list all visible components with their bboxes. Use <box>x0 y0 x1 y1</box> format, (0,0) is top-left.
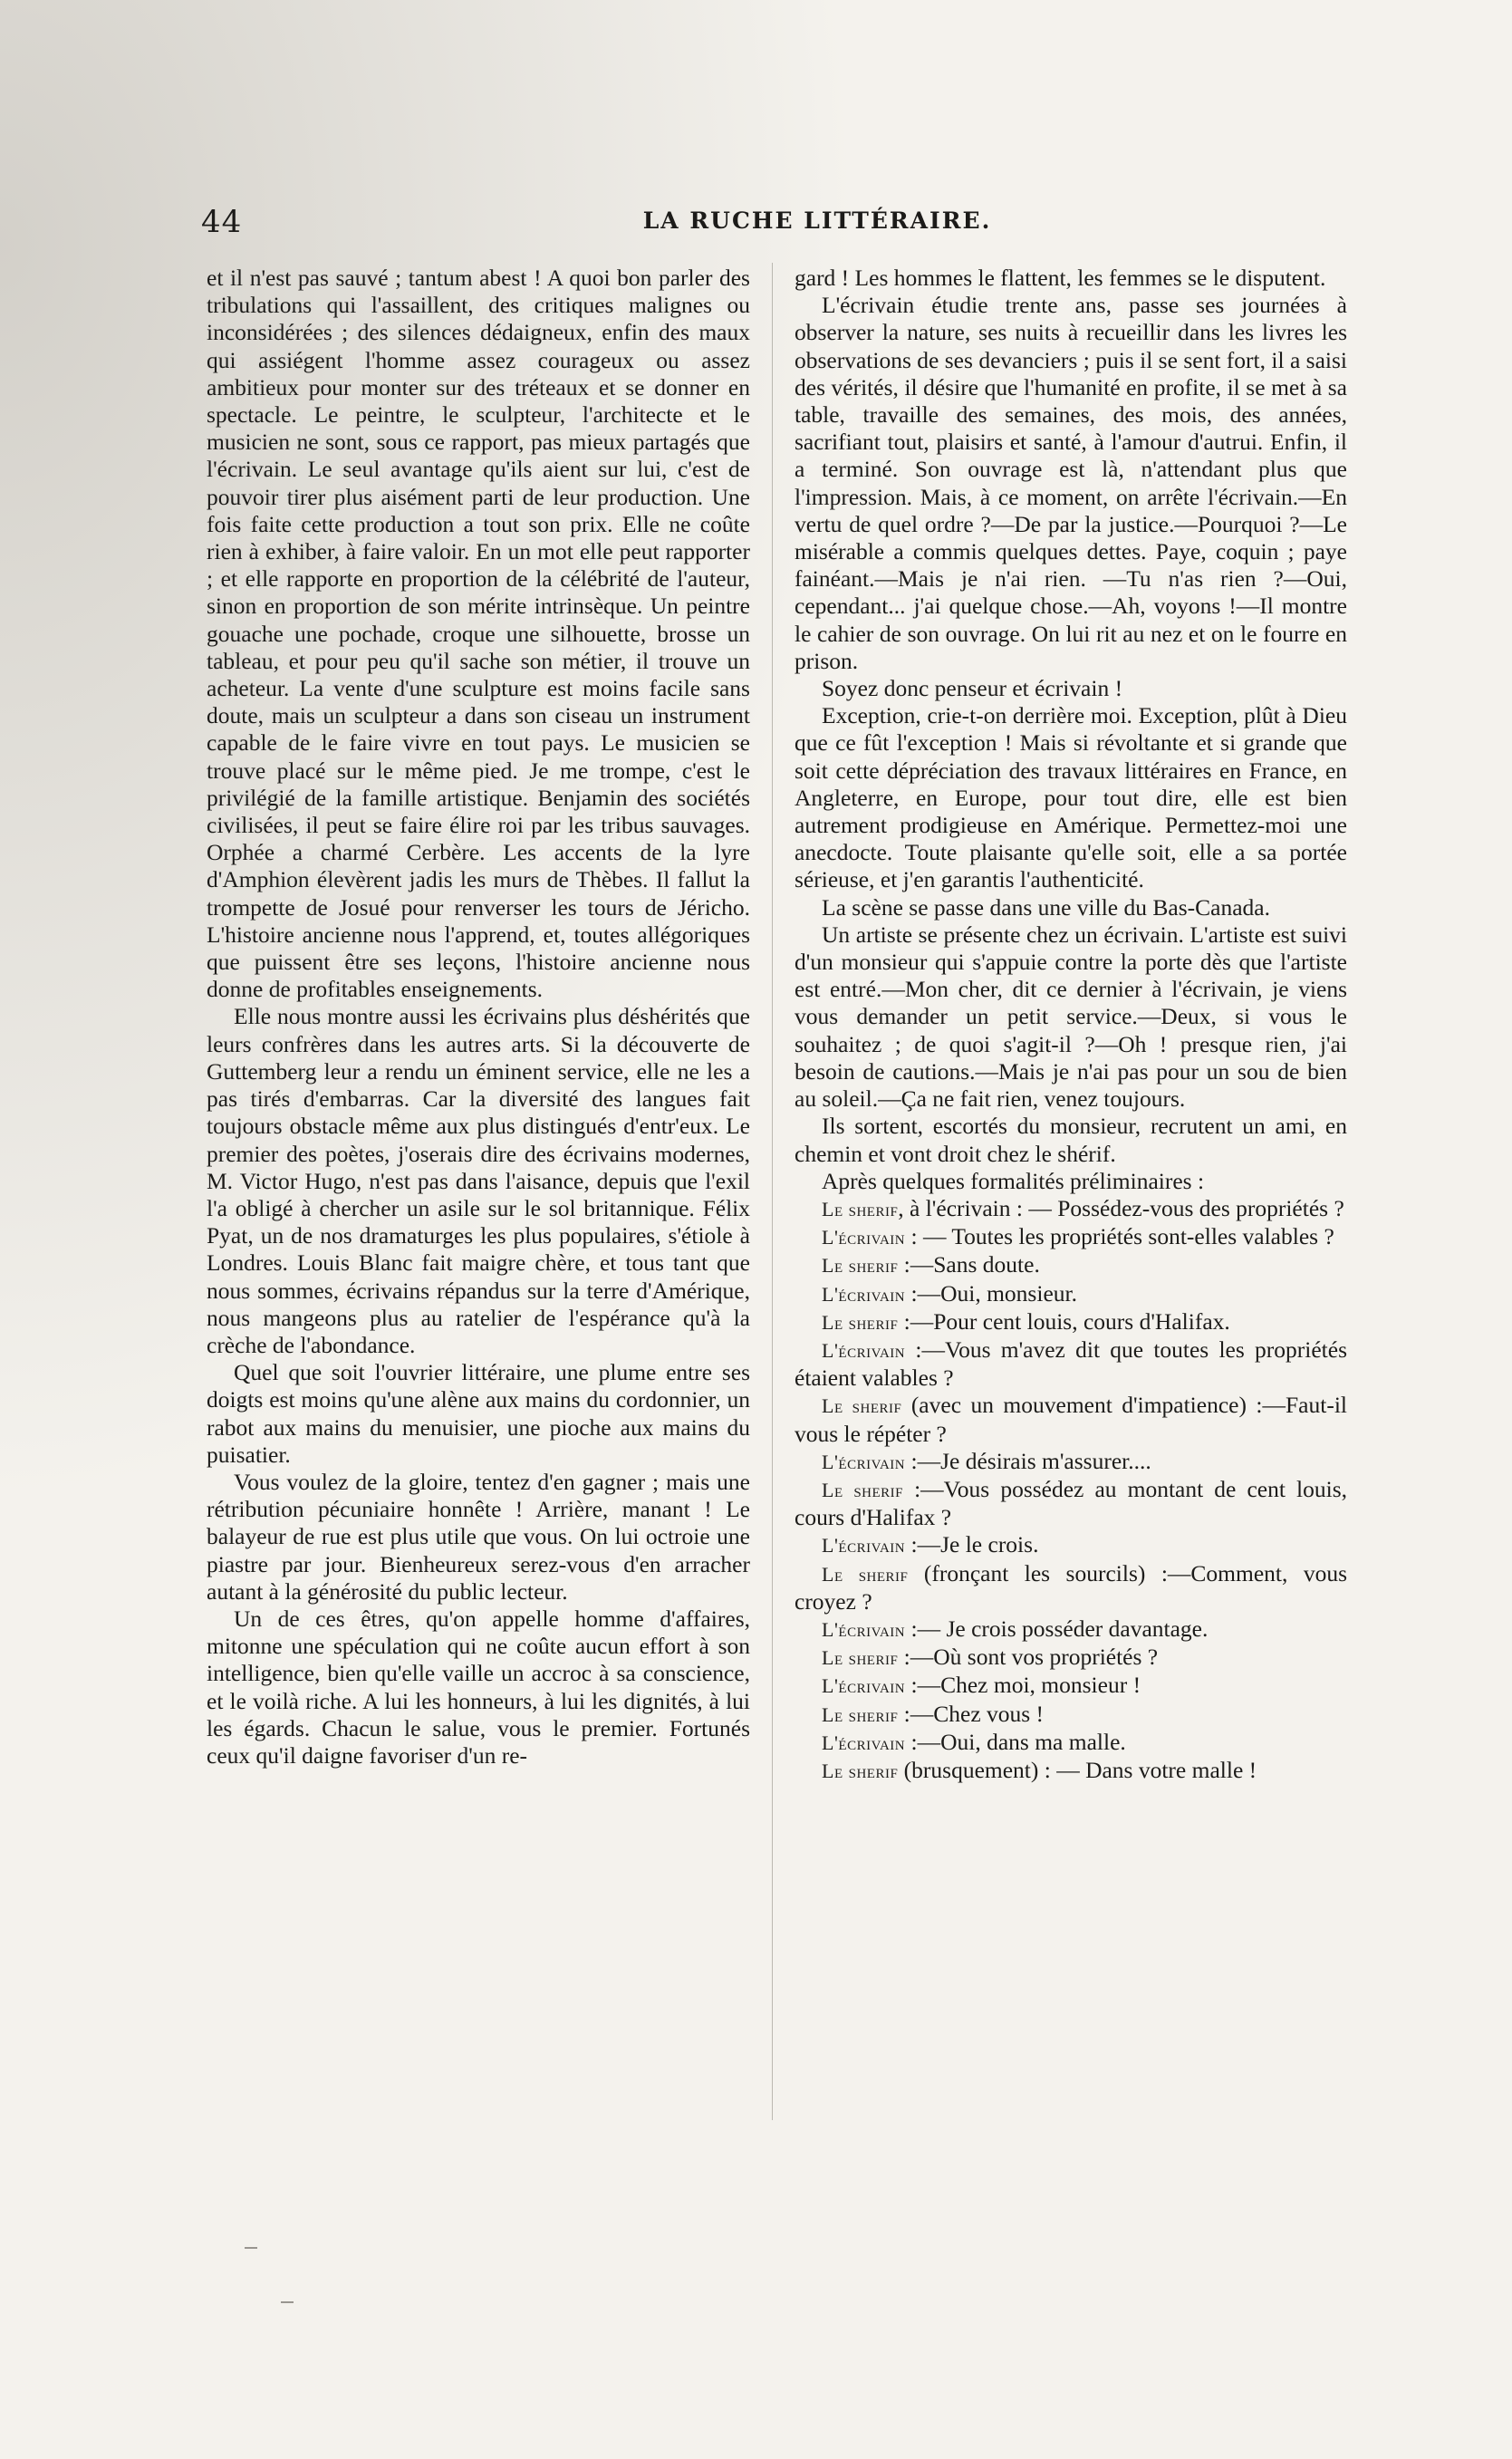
dialogue-line <box>795 1336 1347 1392</box>
speaker-name: L'écrivain <box>822 1617 906 1641</box>
dialogue-line <box>795 1280 1347 1308</box>
speaker-name: Le sherif <box>822 1646 899 1670</box>
right-text-column <box>795 265 1347 2131</box>
speech-text: :—Où sont vos propriétés ? <box>898 1644 1159 1671</box>
dialogue-line <box>795 1729 1347 1757</box>
paragraph: Un artiste se présente chez un écrivain. L'artiste est suivi d'un monsieur qui s'appuie contre la porte dès que l'artiste est entré.—Mon cher, dit ce dernier à l'écrivain, je viens vous demander un petit service.—Deux, si vous le souhaitez ; de quoi s'agit-il ?—Oh ! presque rien, j'ai besoin de cautions.—Mais je n'ai pas pour un sou de bien au soleil.—Ça ne fait rien, venez toujours. <box>795 921 1347 1113</box>
left-text-column <box>207 265 750 2131</box>
speech-text: :—Oui, monsieur. <box>905 1279 1077 1307</box>
dialogue-line <box>795 1195 1347 1223</box>
speech-text: :—Chez moi, monsieur ! <box>905 1672 1141 1699</box>
paragraph: Ils sortent, escortés du monsieur, recrutent un ami, en chemin et vont droit chez le shérif. <box>795 1113 1347 1167</box>
dialogue-line <box>795 1476 1347 1531</box>
speech-text: :— Je crois posséder davantage. <box>905 1615 1209 1642</box>
speech-text: :—Pour cent louis, cours d'Halifax. <box>898 1307 1230 1335</box>
dialogue-line <box>795 1757 1347 1785</box>
dialogue-line <box>795 1308 1347 1336</box>
paragraph: Après quelques formalités préliminaires : <box>822 1167 1205 1194</box>
dialogue-line <box>795 1251 1347 1279</box>
speech-text: : — Toutes les propriétés sont-elles valables ? <box>905 1223 1334 1250</box>
speaker-name: Le sherif <box>822 1759 899 1782</box>
speaker-name: L'écrivain <box>822 1534 906 1557</box>
speech-text: :—Je le crois. <box>905 1531 1039 1558</box>
speech-text: :—Je désirais m'assurer.... <box>905 1447 1151 1474</box>
dialogue-line <box>795 1672 1347 1700</box>
dialogue-line <box>795 1448 1347 1476</box>
paragraph: La scène se passe dans une ville du Bas-Canada. <box>822 893 1270 921</box>
page-header <box>201 204 1343 240</box>
speaker-name: L'écrivain <box>822 1731 906 1754</box>
dialogue-line <box>795 1701 1347 1729</box>
dialogue-line <box>795 1615 1347 1644</box>
speech-text: :—Chez vous ! <box>898 1700 1045 1727</box>
speech-text: :—Vous m'avez dit que toutes les propriétés étaient valables ? <box>795 1336 1347 1392</box>
paragraph: Soyez donc penseur et écrivain ! <box>822 675 1123 702</box>
speaker-name: L'écrivain <box>822 1282 906 1306</box>
paragraph: Vous voulez de la gloire, tentez d'en gagner ; mais une rétribution pécuniaire honnête ! Arrière, manant ! Le balayeur de rue est plus utile que vous. On lui octroie une piastre par jour. Bienheureux serez-vous d'en arracher autant à la générosité du public lecteur. <box>207 1468 750 1605</box>
speaker-name: Le sherif <box>822 1478 903 1501</box>
page-number: 44 <box>201 204 243 240</box>
speech-text: (brusquement) : — Dans votre malle ! <box>898 1756 1257 1783</box>
speaker-name: Le sherif <box>822 1310 899 1334</box>
paragraph: L'écrivain étudie trente ans, passe ses journées à observer la nature, ses nuits à recueillir dans les livres les observations de ses devanciers ; puis il se sent fort, il a saisi des vérités, il désire que l'humanité en profite, il se met à sa table, travaille des semaines, des mois, des années, sacrifiant tout, plaisirs et santé, à l'amour d'autrui. Enfin, il a terminé. Son ouvrage est là, n'attendant plus que l'impression. Mais, à ce moment, on arrête l'écrivain.—En vertu de quel ordre ?—De par la justice.—Pourquoi ?—Le misérable a commis quelques dettes. Paye, coquin ; paye fainéant.—Mais je n'ai rien. —Tu n'as rien ?—Oui, cependant... j'ai quelque chose.—Ah, voyons !—Il montre le cahier de son ouvrage. On lui rit au nez et on le fourre en prison. <box>795 292 1347 674</box>
speech-text: , à l'écrivain : — Possédez-vous des propriétés ? <box>898 1194 1344 1221</box>
speech-text: (fronçant les sourcils) :—Comment, vous croyez ? <box>795 1559 1347 1615</box>
speaker-name: L'écrivain <box>822 1450 906 1473</box>
running-title: LA RUCHE LITTÉRAIRE. <box>642 207 992 234</box>
speech-text: :—Oui, dans ma malle. <box>905 1728 1126 1755</box>
speech-text: :—Vous possédez au montant de cent louis, cours d'Halifax ? <box>795 1475 1347 1531</box>
speaker-name: Le sherif <box>822 1254 899 1278</box>
dialogue-line <box>795 1644 1347 1672</box>
speech-text: (avec un mouvement d'impatience) :—Faut-il vous le répéter ? <box>795 1392 1347 1447</box>
ink-mark <box>281 2301 294 2303</box>
speaker-name: L'écrivain <box>822 1338 906 1362</box>
speaker-name: Le sherif <box>822 1394 902 1418</box>
dialogue-line <box>795 1392 1347 1447</box>
paragraph: Quel que soit l'ouvrier littéraire, une plume entre ses doigts est moins qu'une alène aux mains du cordonnier, un rabot aux mains du menuisier, une pioche aux mains du puisatier. <box>207 1359 750 1468</box>
speaker-name: Le sherif <box>822 1702 899 1726</box>
speaker-name: L'écrivain <box>822 1674 906 1698</box>
paragraph: Elle nous montre aussi les écrivains plus déshérités que leurs confrères dans les autres arts. Si la découverte de Guttemberg leur a rendu un éminent service, elle ne les a pas tirés d'embarras. Car la diversité des langues fait toujours obstacle même aux plus distingués d'entr'eux. Le premier des poètes, j'oserais dire des écrivains modernes, M. Victor Hugo, n'est pas dans l'aisance, depuis que l'exil l'a obligé à chercher un asile sur le sol britannique. Félix Pyat, un de nos dramaturges les plus populaires, s'étiole à Londres. Louis Blanc fait maigre chère, et tous tant que nous sommes, écrivains répandus sur la terre d'Amérique, nous mangeons plus au ratelier de l'espérance qu'à la crèche de l'abondance. <box>207 1003 750 1358</box>
speaker-name: Le sherif <box>822 1562 909 1586</box>
speaker-name: L'écrivain <box>822 1226 906 1249</box>
paragraph-continuation: gard ! Les hommes le flattent, les femmes se le disputent. <box>795 265 1326 291</box>
dialogue-line <box>795 1223 1347 1251</box>
paragraph-continuation: et il n'est pas sauvé ; tantum abest ! A quoi bon parler des tribulations qui l'assaillent, des critiques malignes ou inconsidérées ; des silences dédaigneux, enfin des maux qui assiégent l'homme assez courageux ou assez ambitieux pour monter sur des tréteaux et se donner en spectacle. Le peintre, le sculpteur, l'architecte et le musicien ne sont, sous ce rapport, pas mieux partagés que l'écrivain. Le seul avantage qu'ils aient sur lui, c'est de pouvoir tirer plus aisément parti de leur production. Une fois faite cette production a tout son prix. Elle ne coûte rien à exhiber, à faire valoir. En un mot elle peut rapporter ; et elle rapporte en proportion de la célébrité de l'auteur, sinon en proportion de son mérite intrinsèque. Un peintre gouache une pochade, croque une silhouette, brosse un tableau, et pour peu qu'il sache son métier, il trouve un acheteur. La vente d'une sculpture est moins facile sans doute, mais un sculpteur a dans son ciseau un instrument capable de le faire vivre en tout pays. Le musicien se trouve placé sur le même pied. Je me trompe, c'est le privilégié de la famille artistique. Benjamin des sociétés civilisées, il peut se faire élire roi par les tribus sauvages. Orphée a charmé Cerbère. Les accents de la lyre d'Amphion élevèrent jadis les murs de Thèbes. Il fallut la trompette de Josué pour renverser les tours de Jéricho. L'histoire ancienne nous l'apprend, et, toutes allégoriques que puissent être ses leçons, l'histoire ancienne nous donne de profitables enseignements. <box>207 265 750 1003</box>
speaker-name: Le sherif <box>822 1197 899 1220</box>
dialogue-line <box>795 1531 1347 1559</box>
speech-text: :—Sans doute. <box>898 1251 1040 1278</box>
column-divider <box>772 263 773 2120</box>
paragraph: Exception, crie-t-on derrière moi. Exception, plût à Dieu que ce fût l'exception ! Mais si révoltante et si grande que soit cette dépréciation des travaux littéraires en France, en Angleterre, en Europe, pour tout dire, elle est bien autrement prodigieuse en Amérique. Permettez-moi une anecdocte. Toute plaisante qu'elle soit, elle a sa portée sérieuse, et j'en garantis l'authenticité. <box>795 702 1347 893</box>
ink-mark <box>245 2247 257 2249</box>
paragraph: Un de ces êtres, qu'on appelle homme d'affaires, mitonne une spéculation qui ne coûte aucun effort à son intelligence, bien qu'elle vaille un accroc à sa conscience, et le voilà riche. A lui les honneurs, à lui les dignités, à lui les égards. Chacun le salue, vous le premier. Fortunés ceux qu'il daigne favoriser d'un re- <box>207 1605 750 1769</box>
dialogue-line <box>795 1560 1347 1615</box>
